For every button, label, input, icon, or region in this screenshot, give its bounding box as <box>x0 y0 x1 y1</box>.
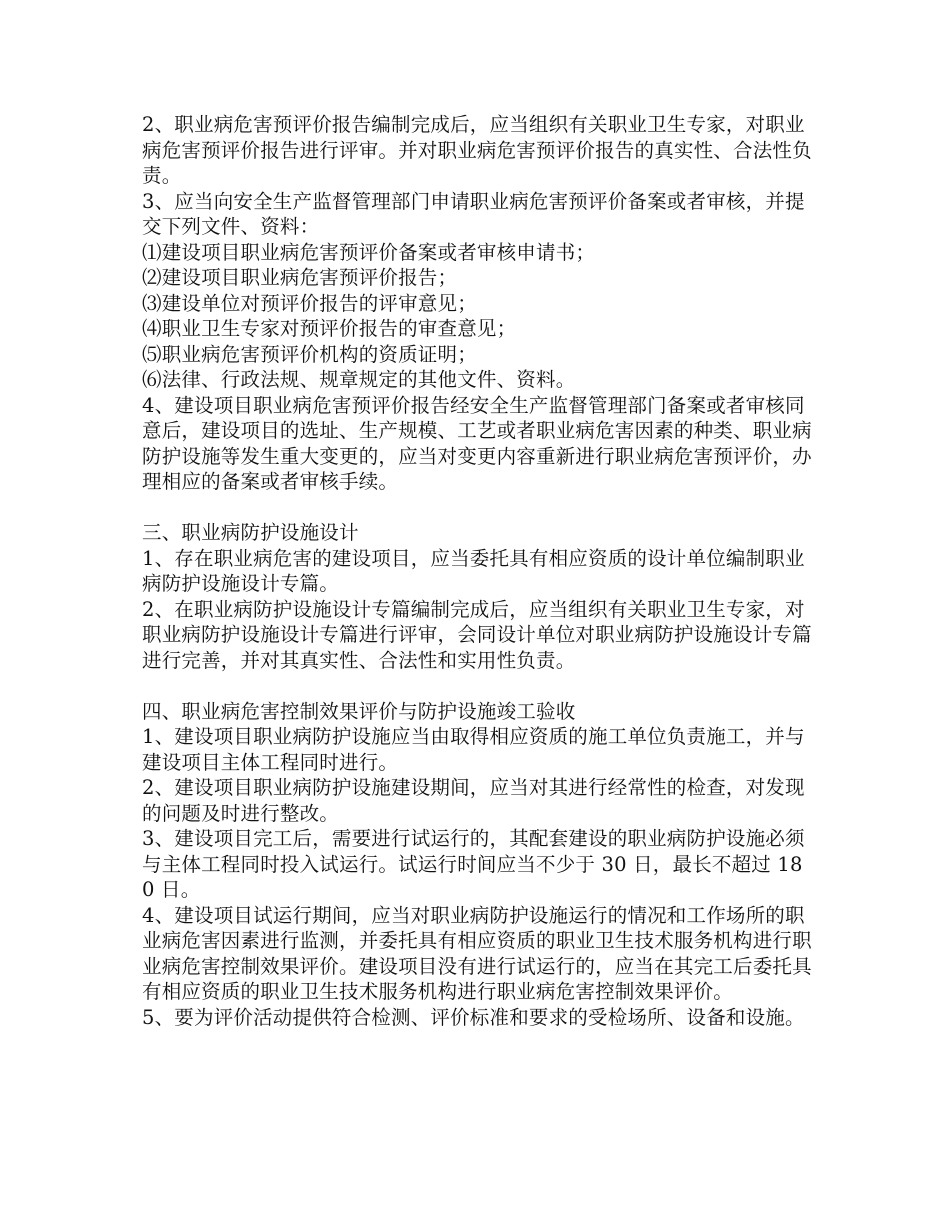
paragraph-4-major-change: 4、建设项目职业病危害预评价报告经安全生产监督管理部门备案或者审核同意后，建设项目的选址、生产规模、工艺或者职业病危害因素的种类、职业病防护设施等发生重大变更的，应当对变更内容重新进行职业病危害预评价，办理相应的备案或者审核手续。 <box>142 393 812 493</box>
paragraph-3-2: 2、在职业病防护设施设计专篇编制完成后，应当组织有关职业卫生专家，对职业病防护设施设计专篇进行评审，会同设计单位对职业病防护设施设计专篇进行完善，并对其真实性、合法性和实用性负责。 <box>142 597 812 672</box>
paragraph-4-2: 2、建设项目职业病防护设施建设期间，应当对其进行经常性的检查，对发现的问题及时进行整改。 <box>142 776 805 825</box>
list-item-5: ⑸职业病危害预评价机构的资质证明； <box>142 342 477 366</box>
document-body <box>142 112 812 1030</box>
blank-line <box>142 673 812 699</box>
list-item-4: ⑷职业卫生专家对预评价报告的审查意见； <box>142 317 517 340</box>
paragraph-4-3: 3、建设项目完工后，需要进行试运行的，其配套建设的职业病防护设施必须与主体工程同时投入试运行。试运行时间应当不少于 30 日，最长不超过 180 日。 <box>142 827 805 901</box>
list-item-1: ⑴建设项目职业病危害预评价备案或者审核申请书； <box>142 240 596 264</box>
list-item-3: ⑶建设单位对预评价报告的评审意见； <box>142 291 477 315</box>
blank-line <box>142 495 812 521</box>
list-item-6: ⑹法律、行政法规、规章规定的其他文件、资料。 <box>142 368 576 391</box>
paragraph-3-submit-materials: 3、应当向安全生产监督管理部门申请职业病危害预评价备案或者审核，并提交下列文件、资料： <box>142 189 805 238</box>
section-heading-4: 四、职业病危害控制效果评价与防护设施竣工验收 <box>142 699 576 723</box>
paragraph-3-1: 1、存在职业病危害的建设项目，应当委托具有相应资质的设计单位编制职业病防护设施设计专篇。 <box>142 546 805 595</box>
paragraph-2-report-review: 2、职业病危害预评价报告编制完成后，应当组织有关职业卫生专家，对职业病危害预评价报告进行评审。并对职业病危害预评价报告的真实性、合法性负责。 <box>142 113 812 187</box>
list-item-2: ⑵建设项目职业病危害预评价报告； <box>142 266 458 289</box>
paragraph-4-1: 1、建设项目职业病防护设施应当由取得相应资质的施工单位负责施工，并与建设项目主体工程同时进行。 <box>142 725 805 774</box>
paragraph-4-4: 4、建设项目试运行期间，应当对职业病防护设施运行的情况和工作场所的职业病危害因素进行监测，并委托具有相应资质的职业卫生技术服务机构进行职业病危害控制效果评价。建设项目没有进行试运行的，应当在其完工后委托具有相应资质的职业卫生技术服务机构进行职业病危害控制效果评价。 <box>142 903 812 1003</box>
section-heading-3: 三、职业病防护设施设计 <box>142 521 359 544</box>
paragraph-4-5: 5、要为评价活动提供符合检测、评价标准和要求的受检场所、设备和设施。 <box>142 1005 805 1029</box>
